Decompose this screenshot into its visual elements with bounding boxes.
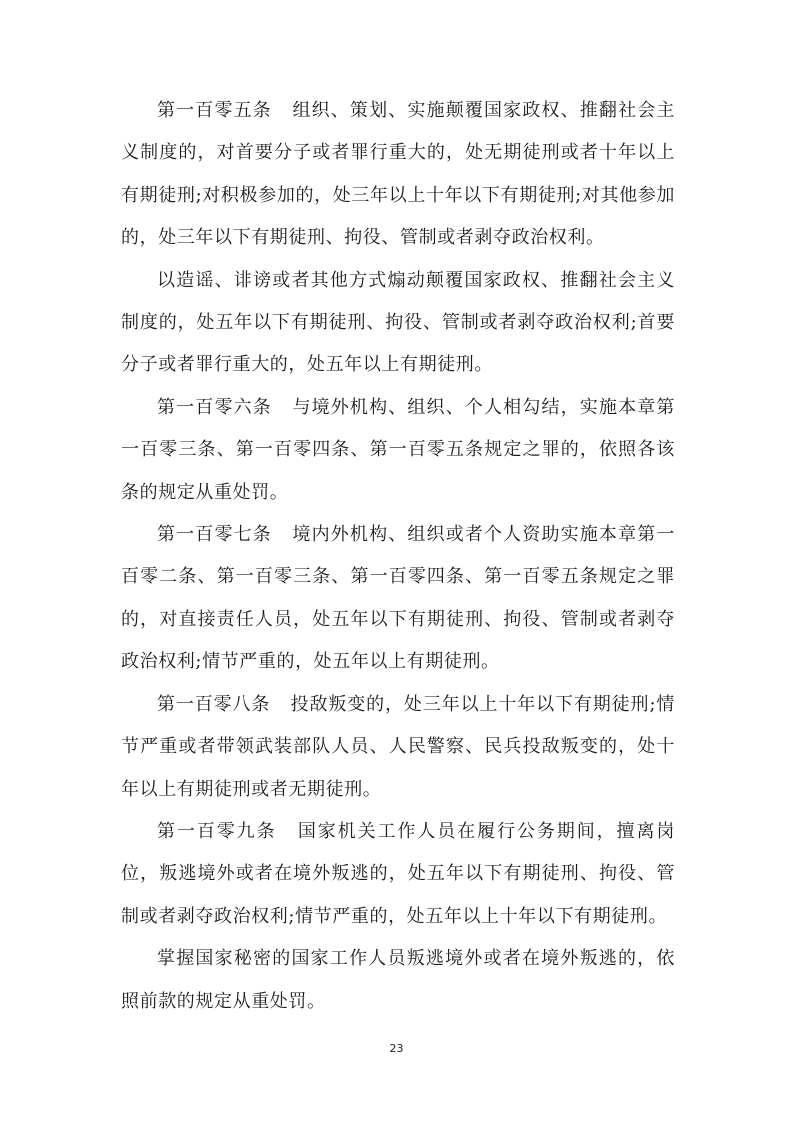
article-108-text: 投敌叛变的，处三年以上十年以下有期徒刑;情节严重或者带领武装部队人员、人民警察、民兵投敌叛变的，处十年以上有期徒刑或者无期徒刑。	[121, 693, 675, 800]
article-109-paragraph	[121, 811, 675, 938]
article-108-heading: 第一百零八条	[157, 693, 271, 715]
article-109-second-paragraph	[121, 938, 675, 1023]
article-106-paragraph	[121, 387, 675, 514]
article-105-paragraph	[121, 90, 675, 260]
article-109-heading: 第一百零九条	[157, 820, 277, 842]
article-105-second-paragraph	[121, 260, 675, 387]
article-105-heading: 第一百零五条	[157, 100, 272, 121]
article-107-heading: 第一百零七条	[157, 524, 272, 546]
article-109-text: 国家机关工作人员在履行公务期间，擅离岗位，叛逃境外或者在境外叛逃的，处五年以下有期徒刑、拘役、管制或者剥夺政治权利;情节严重的，处五年以上十年以下有期徒刑。	[121, 820, 675, 927]
article-105-text: 组织、策划、实施颠覆国家政权、推翻社会主义制度的，对首要分子或者罪行重大的，处无期徒刑或者十年以上有期徒刑;对积极参加的，处三年以上十年以下有期徒刑;对其他参加的，处三年以下有期徒刑、拘役、管制或者剥夺政治权利。	[121, 100, 675, 249]
article-109-second-text: 掌握国家秘密的国家工作人员叛逃境外或者在境外叛逃的，依照前款的规定从重处罚。	[121, 948, 675, 1012]
article-107-paragraph	[121, 514, 675, 684]
article-107-text: 境内外机构、组织或者个人资助实施本章第一百零二条、第一百零三条、第一百零四条、第一百零五条规定之罪的，对直接责任人员，处五年以下有期徒刑、拘役、管制或者剥夺政治权利;情节严重的，处五年以上有期徒刑。	[121, 524, 675, 673]
document-body	[121, 90, 675, 1023]
article-105-second-text: 以造谣、诽谤或者其他方式煽动颠覆国家政权、推翻社会主义制度的，处五年以下有期徒刑、拘役、管制或者剥夺政治权利;首要分子或者罪行重大的，处五年以上有期徒刑。	[121, 269, 675, 376]
article-106-heading: 第一百零六条	[157, 396, 272, 418]
article-106-text: 与境外机构、组织、个人相勾结，实施本章第一百零三条、第一百零四条、第一百零五条规定之罪的，依照各该条的规定从重处罚。	[121, 396, 675, 503]
article-108-paragraph	[121, 684, 675, 811]
page-number: 23	[389, 1042, 404, 1055]
